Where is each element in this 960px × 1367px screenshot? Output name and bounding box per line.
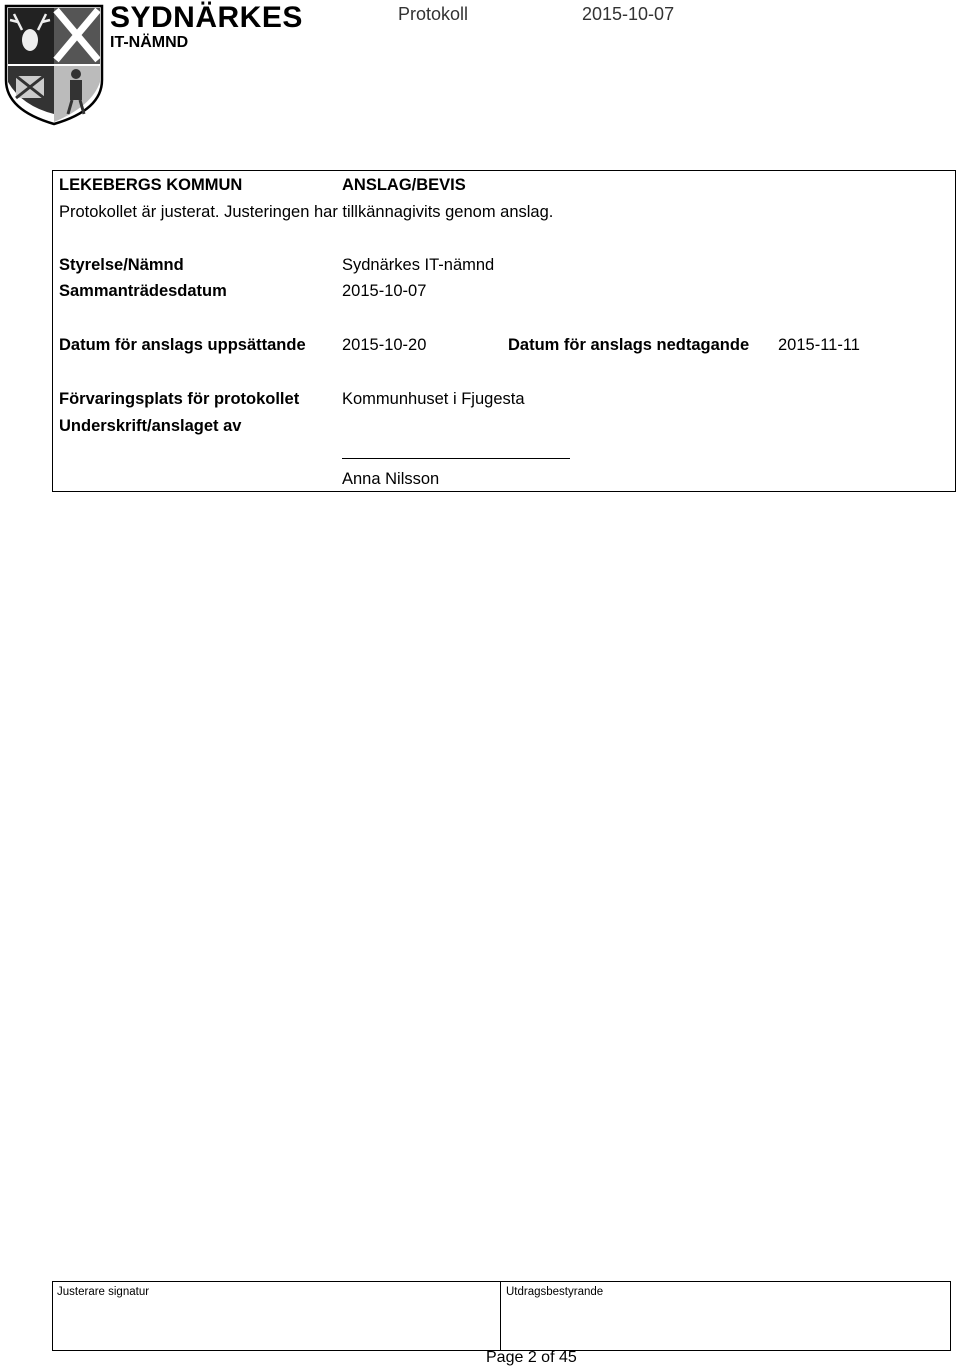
logo-wordmark-line1: SYDNÄRKES [110, 1, 303, 34]
doc-date: 2015-10-07 [582, 4, 675, 24]
styrelse-value: Sydnärkes IT-nämnd [342, 256, 495, 274]
uppsattande-value: 2015-10-20 [342, 336, 427, 354]
nedtagande-value: 2015-11-11 [778, 336, 860, 354]
nedtagande-label: Datum för anslags nedtagande [508, 336, 750, 354]
page-current: 2 [527, 1349, 537, 1366]
underskrift-label: Underskrift/anslaget av [59, 417, 242, 435]
footer-divider [500, 1281, 501, 1351]
anslag-title: ANSLAG/BEVIS [342, 176, 466, 194]
coat-of-arms-logo [2, 2, 106, 126]
signer-name: Anna Nilsson [342, 470, 440, 488]
forvaring-label: Förvaringsplats för protokollet [59, 390, 300, 408]
doc-type: Protokoll [398, 4, 469, 24]
anslag-intro: Protokollet är justerat. Justeringen har tillkännagivits genom anslag. [59, 203, 554, 221]
page-total: 45 [558, 1349, 577, 1366]
logo-wordmark-line2: IT-NÄMND [110, 34, 189, 51]
sammantrade-value: 2015-10-07 [342, 282, 427, 300]
uppsattande-label: Datum för anslags uppsättande [59, 336, 306, 354]
kommun-name: LEKEBERGS KOMMUN [59, 176, 243, 194]
page-prefix: Page [486, 1349, 528, 1366]
logo-wordmark [110, 2, 310, 54]
page-number [486, 1349, 577, 1367]
page-of: of [536, 1349, 559, 1366]
styrelse-label: Styrelse/Nämnd [59, 256, 184, 274]
signature-line [342, 458, 570, 459]
utdrag-label: Utdragsbestyrande [506, 1286, 604, 1298]
justerare-label: Justerare signatur [57, 1286, 150, 1298]
sammantrade-label: Sammanträdesdatum [59, 282, 227, 300]
footer-signature-box [52, 1281, 951, 1351]
forvaring-value: Kommunhuset i Fjugesta [342, 390, 525, 408]
anslag-box [52, 170, 956, 492]
